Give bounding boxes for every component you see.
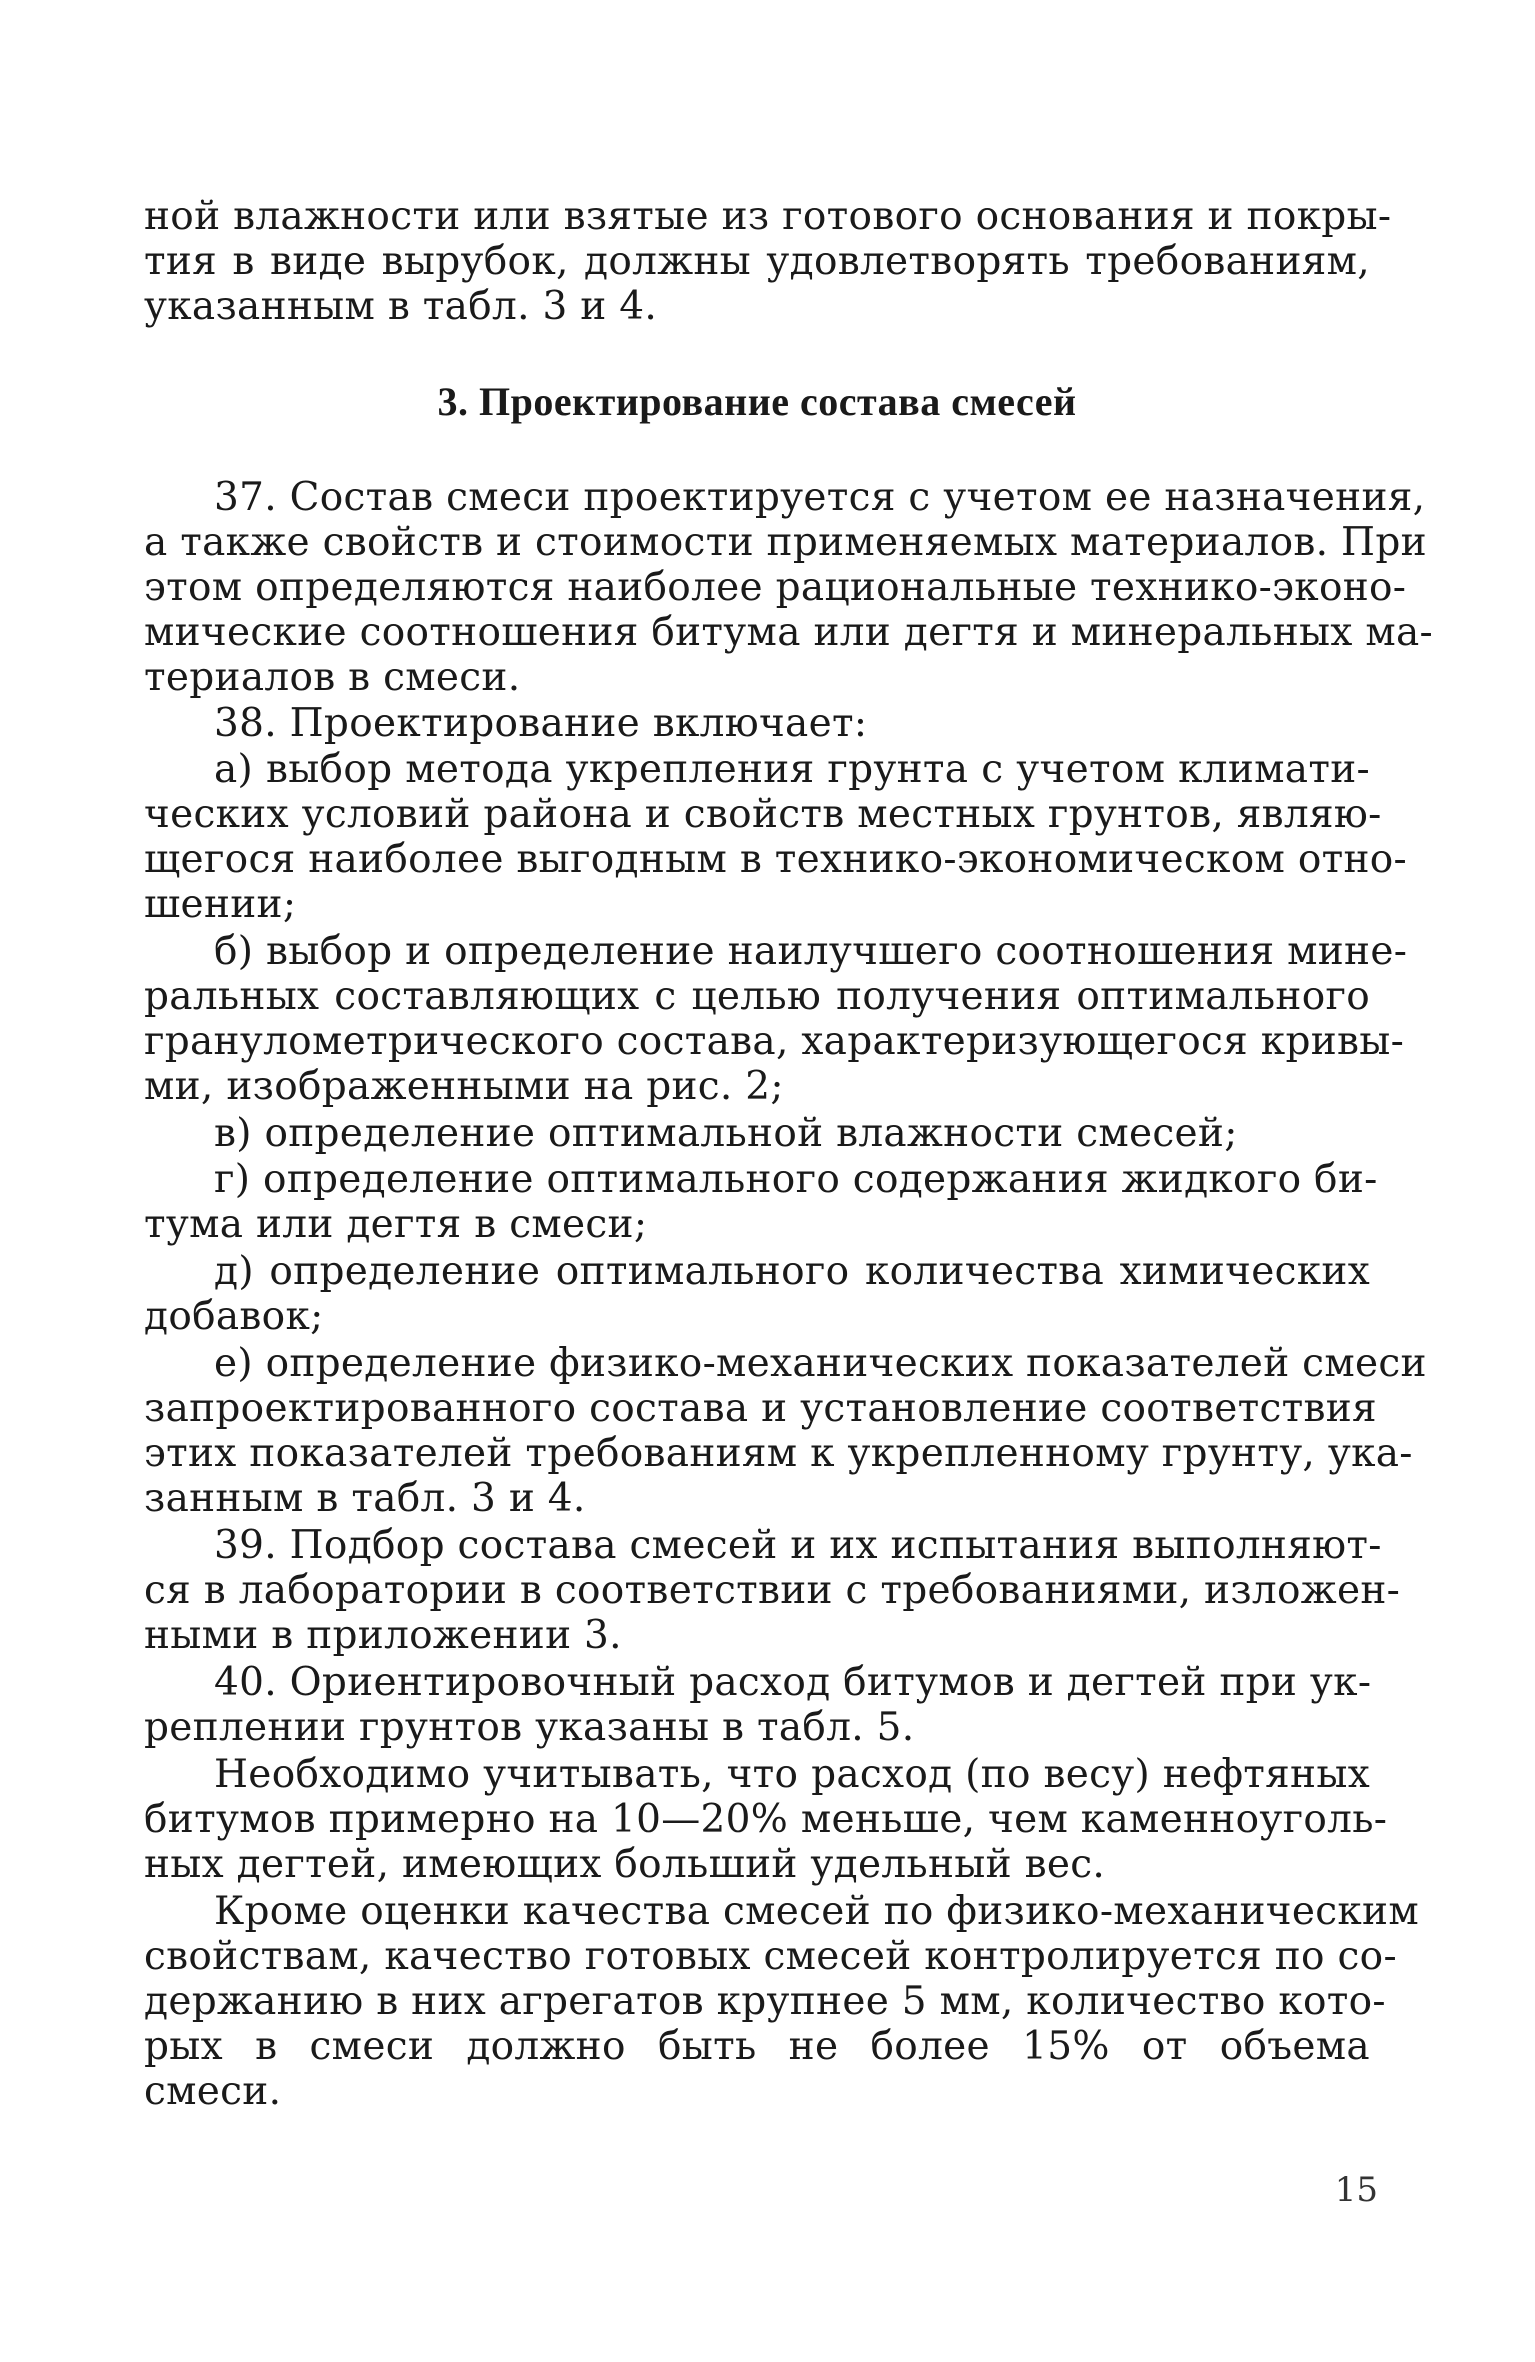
- text-line: б) выбор и определение наилучшего соотношения мине-: [214, 929, 1408, 974]
- text-line: рых в смеси должно быть не более 15% от объема: [144, 2024, 1370, 2069]
- text-line: запроектированного состава и установление соответствия: [144, 1386, 1377, 1431]
- text-line: битумов примерно на 10—20% меньше, чем каменноуголь-: [144, 1797, 1388, 1842]
- text-line: гранулометрического состава, характеризующегося кривы-: [144, 1019, 1405, 1064]
- text-line: в) определение оптимальной влажности смесей;: [214, 1111, 1238, 1156]
- text-line: ными в приложении 3.: [144, 1613, 622, 1658]
- page-number: 15: [1334, 2170, 1378, 2210]
- text-line: Необходимо учитывать, что расход (по весу) нефтяных: [214, 1752, 1370, 1797]
- text-line: Кроме оценки качества смесей по физико-механическим: [214, 1889, 1419, 1934]
- text-line: 37. Состав смеси проектируется с учетом ее назначения,: [214, 475, 1426, 520]
- text-line: ных дегтей, имеющих больший удельный вес.: [144, 1842, 1106, 1887]
- text-line: г) определение оптимального содержания жидкого би-: [214, 1157, 1378, 1202]
- text-line: щегося наиболее выгодным в технико-экономическом отно-: [144, 837, 1408, 882]
- text-line: а) выбор метода укрепления грунта с учетом климати-: [214, 747, 1370, 792]
- text-line: е) определение физико-механических показателей смеси: [214, 1341, 1427, 1386]
- text-line: смеси.: [144, 2069, 282, 2114]
- text-line: держанию в них агрегатов крупнее 5 мм, количество кото-: [144, 1979, 1386, 2024]
- text-line: териалов в смеси.: [144, 655, 521, 700]
- text-line: тума или дегтя в смеси;: [144, 1202, 648, 1247]
- text-line: ми, изображенными на рис. 2;: [144, 1064, 784, 1109]
- text-line: этих показателей требованиям к укрепленному грунту, ука-: [144, 1431, 1413, 1476]
- text-line: ной влажности или взятые из готового основания и покры-: [144, 194, 1392, 239]
- text-line: свойствам, качество готовых смесей контролируется по со-: [144, 1934, 1397, 1979]
- text-line: 38. Проектирование включает:: [214, 701, 868, 746]
- text-line: добавок;: [144, 1294, 324, 1339]
- text-line: мические соотношения битума или дегтя и минеральных ма-: [144, 610, 1434, 655]
- text-line: а также свойств и стоимости применяемых материалов. При: [144, 520, 1427, 565]
- text-line: этом определяются наиболее рациональные технико-эконо-: [144, 565, 1407, 610]
- text-line: ральных составляющих с целью получения оптимального: [144, 974, 1370, 1019]
- text-line: ся в лаборатории в соответствии с требованиями, изложен-: [144, 1568, 1401, 1613]
- text-line: шении;: [144, 882, 297, 927]
- text-line: реплении грунтов указаны в табл. 5.: [144, 1705, 915, 1750]
- text-line: д) определение оптимального количества химических: [214, 1249, 1370, 1294]
- text-line: 40. Ориентировочный расход битумов и дегтей при ук-: [214, 1660, 1372, 1705]
- text-line: занным в табл. 3 и 4.: [144, 1476, 586, 1521]
- text-line: тия в виде вырубок, должны удовлетворять требованиям,: [144, 239, 1370, 284]
- text-line: указанным в табл. 3 и 4.: [144, 284, 658, 329]
- section-heading: 3. Проектирование состава смесей: [437, 379, 1077, 424]
- text-line: ческих условий района и свойств местных грунтов, являю-: [144, 792, 1382, 837]
- text-line: 39. Подбор состава смесей и их испытания выполняют-: [214, 1523, 1382, 1568]
